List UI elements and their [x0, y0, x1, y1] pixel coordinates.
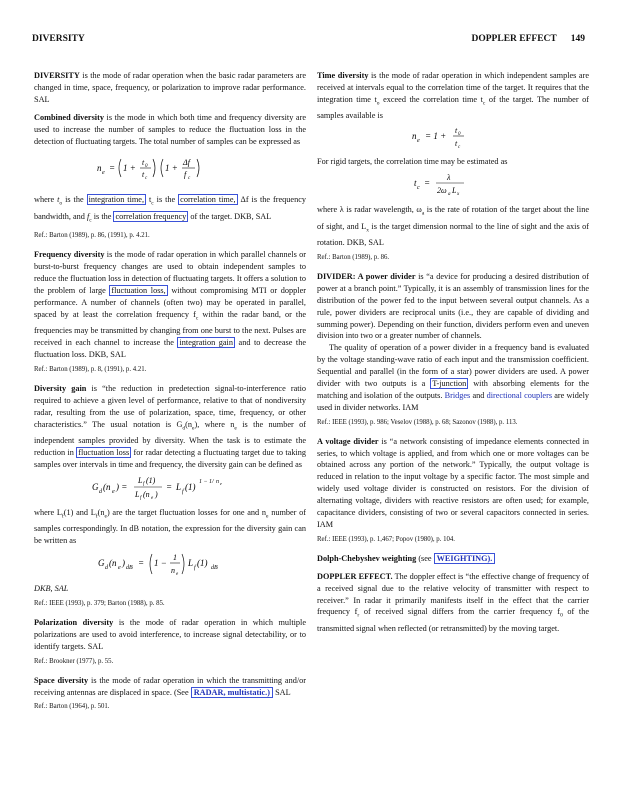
term-combined-diversity: Combined diversity: [34, 112, 104, 122]
svg-text:λ: λ: [447, 173, 451, 183]
svg-text:(n: (n: [103, 482, 111, 493]
link-fluctuation-loss[interactable]: fluctuation loss,: [111, 286, 166, 296]
term-doppler-effect: DOPPLER EFFECT.: [317, 571, 393, 581]
term-diversity: DIVERSITY: [34, 71, 80, 80]
entry-doppler-effect: DOPPLER EFFECT. The doppler effect is “the effective change of frequency of a received signal due to the relative velocity of transmitter with respect to receiver.” In radar it primarily manifests itself in the effect that the carrier frequency $f_r$ of received signal differs from the carrier frequency $f_0$ of the transmitted signal when reflected (or retransmitted) by the moving target.: [317, 571, 590, 633]
link-fluctuation-loss-2[interactable]: fluctuation loss: [78, 448, 130, 458]
entry-dolph-chebyshev: Dolph-Chebyshev weighting (see WEIGHTING).: [317, 553, 589, 565]
entry-diversity-gain: Diversity gain is “the reduction in predetection signal-to-interference ratio required to achieve a given level of performance, relative to that of nondiversity radar, resulting from the use of polarization, space, time, frequency, or other characteristics.” The usual notation is $G_d(n_e)$, where $n_e$ is the number of independent samples provided by diversity. When the task is to estimate the reduction in fluctuation loss for radar detecting a fluctuating target due to taking samples over intervals in time and frequency, the diversity gain can be defined as: [34, 384, 307, 470]
link-integration-time[interactable]: integration time,: [88, 195, 145, 205]
svg-text:0: 0: [145, 164, 148, 170]
ref-combined: Ref.: Barton (1989), p. 86, (1991), p. 4.21.: [34, 232, 150, 240]
svg-text:(1): (1): [185, 482, 196, 493]
svg-text:f: f: [143, 482, 145, 488]
svg-text:c: c: [145, 176, 148, 182]
link-correlation-frequency[interactable]: correlation frequency: [115, 211, 187, 221]
svg-text:t: t: [142, 170, 145, 180]
svg-text:e: e: [220, 481, 222, 487]
entry-polarization-diversity: Polarization diversity is the mode of radar operation in which multiple polarizations are used to avoid interference, to increase signal detectability, or to identify targets. SAL: [34, 618, 306, 651]
svg-text:1 +: 1 +: [123, 163, 136, 174]
svg-text:Δf: Δf: [183, 158, 190, 168]
svg-text:(1): (1): [197, 558, 208, 569]
svg-text:f: f: [184, 170, 187, 180]
running-header: [32, 34, 585, 48]
svg-text:e: e: [118, 565, 121, 572]
equation-gain-svg: [90, 473, 250, 501]
divider-quality: The quality of operation of a power divider in a frequency band is evaluated by the voltage standing-wave ratio of each input and the transmission coefficient. Sequential and parallel (in the form of a star) power dividers are used. A power divider with two outputs is a T-junction with absorbing elements for the matching and isolation of the outputs. Bridges and directional couplers are widely used in divider networks. IAM: [317, 343, 589, 412]
svg-text:) =: ) =: [116, 482, 128, 493]
svg-text:n: n: [412, 131, 417, 142]
left-column: [34, 70, 306, 720]
svg-text:L: L: [135, 490, 140, 500]
ref-gain: Ref.: IEEE (1993), p. 379; Barton (1988), p. 85.: [34, 600, 165, 608]
svg-text:L: L: [176, 482, 182, 493]
link-integration-gain[interactable]: integration gain: [179, 338, 233, 348]
svg-text:e: e: [176, 572, 179, 578]
ref-polarization: Ref.: Brookner (1977), p. 55.: [34, 657, 114, 665]
svg-text:f: f: [140, 496, 142, 502]
svg-text:c: c: [188, 176, 191, 182]
entry-divider: DIVIDER: A power divider is “a device for producing a desired distribution of power at a branch point.” Typically, it is an assembly of transmission lines for the distribution of the power fed to the input between several output channels. As a rule, power dividers are reciprocal units (i.e., they are capable of dividing and summing power). Depending on their function, dividers perform even and uneven division into two or a greater number of channels.: [317, 271, 589, 341]
rigid-targets-text: For rigid targets, the correlation time may be estimated as: [317, 157, 508, 167]
link-bridges[interactable]: Bridges: [444, 390, 471, 400]
svg-text:0: 0: [458, 132, 461, 138]
svg-text:2ω: 2ω: [437, 186, 447, 196]
entry-space-diversity: Space diversity is the mode of radar operation in which the transmitting and/or receiving antennas are displaced in space. (See RADAR, multistatic.) SAL: [34, 675, 306, 697]
svg-text:1: 1: [173, 553, 177, 563]
gain-signature: DKB, SAL: [34, 584, 69, 594]
svg-text:G: G: [92, 482, 99, 493]
gain-where: where $L_f(1)$ and $L_f(n_e)$ are the target fluctuation losses for one and $n_e$ number of samples correspondingly. In dB notation, the expression for the diversity gain can be written as: [34, 507, 306, 546]
svg-text:L: L: [188, 558, 194, 569]
svg-text:= 1 +: = 1 +: [425, 131, 447, 142]
rigid-where: where λ is radar wavelength, $\omega_a$ is the rate of rotation of the target about the line of sight, and $L_x$ is the target dimension normal to the line of sight and the axis of rotation. DKB, SAL: [317, 204, 590, 248]
page-number: 149: [570, 34, 585, 44]
term-voltage-divider: A voltage divider: [317, 436, 379, 446]
term-divider: DIVIDER: A power divider: [317, 271, 416, 281]
link-t-junction[interactable]: T-junction: [432, 379, 467, 389]
right-column: [317, 70, 589, 641]
equation-time-svg: [408, 124, 498, 150]
svg-text:=: =: [424, 178, 431, 189]
svg-text:e: e: [102, 170, 105, 177]
equation-combined-svg: [95, 153, 245, 183]
term-diversity-gain: Diversity gain: [34, 384, 87, 394]
svg-text:): ): [122, 558, 125, 569]
term-polarization-diversity: Polarization diversity: [34, 618, 114, 628]
ref-voltage: Ref.: IEEE (1993), p. 1,467; Popov (1980), p. 104.: [317, 535, 455, 543]
svg-text:a: a: [448, 192, 451, 198]
header-section: DOPPLER EFFECT: [471, 34, 557, 44]
ref-space: Ref.: Barton (1964), p. 501.: [34, 703, 110, 711]
svg-text:c: c: [458, 145, 461, 151]
entry-diversity: DIVERSITY is the mode of radar operation when the basic radar parameters are changed in time, space, frequency, or polarization to improve radar performance. SAL: [34, 71, 306, 104]
svg-text:1 − 1/: 1 − 1/: [199, 479, 214, 486]
equation-combined: [34, 153, 306, 187]
svg-text:G: G: [98, 558, 105, 569]
svg-text:f: f: [182, 489, 184, 496]
svg-text:(n: (n: [143, 490, 150, 500]
svg-text:n: n: [97, 163, 102, 174]
svg-text:L: L: [138, 476, 143, 486]
svg-text:1 +: 1 +: [165, 163, 178, 174]
svg-text:dB: dB: [211, 565, 218, 572]
equation-time: [317, 124, 589, 154]
entry-combined-diversity: Combined diversity is the mode in which both time and frequency diversity are used to increase the number of samples to reduce the fluctuation loss in the detection of fluctuating targets. The total number of samples can be expressed as: [34, 112, 306, 146]
svg-text:n: n: [171, 566, 175, 576]
term-dolph-chebyshev: Dolph-Chebyshev weighting: [317, 553, 417, 563]
svg-text:e: e: [112, 489, 115, 496]
ref-frequency: Ref.: Barton (1989), p. 8, (1991), p. 4.21.: [34, 366, 147, 374]
svg-text:f: f: [194, 565, 196, 572]
svg-text:t: t: [455, 126, 458, 136]
svg-text:n: n: [216, 479, 219, 486]
link-correlation-time[interactable]: correlation time,: [180, 195, 236, 205]
svg-text:c: c: [417, 185, 420, 192]
svg-text:t: t: [414, 178, 417, 189]
equation-gain: [34, 473, 306, 505]
link-weighting[interactable]: WEIGHTING).: [434, 553, 496, 564]
svg-text:t: t: [142, 158, 145, 168]
svg-text:d: d: [105, 565, 108, 572]
combined-where: where $t_o$ is the integration time, $t_c$ is the correlation time, Δf is the frequency bandwidth, and $f_c$ is the correlation frequency of the target. DKB, SAL: [34, 195, 306, 224]
svg-text:): ): [155, 490, 158, 500]
header-right: [472, 34, 586, 44]
svg-text:t: t: [455, 139, 458, 149]
term-time-diversity: Time diversity: [317, 71, 369, 80]
term-space-diversity: Space diversity: [34, 675, 89, 685]
equation-gain-db: [34, 549, 306, 581]
link-radar-multistatic[interactable]: RADAR, multistatic.): [191, 687, 273, 698]
link-directional-couplers[interactable]: directional couplers: [486, 390, 553, 400]
svg-text:L: L: [452, 186, 457, 196]
svg-text:e: e: [151, 496, 154, 502]
svg-text:e: e: [417, 138, 420, 145]
ref-time: Ref.: Barton (1989), p. 86.: [317, 253, 390, 261]
entry-time-diversity: Time diversity is the mode of radar operation in which independent samples are received at intervals equal to the correlation time of the target. It requires that the integration time $t_o$ exceed the correlation time $t_c$ of the target. The number of samples available is: [317, 71, 589, 121]
equation-rigid-svg: [408, 170, 498, 198]
svg-text:x: x: [457, 192, 460, 198]
ref-divider: Ref.: IEEE (1993), p. 986; Veselov (1988), p. 68; Sazonov (1988), p. 113.: [317, 418, 518, 426]
svg-text:(n: (n: [109, 558, 117, 569]
svg-text:=: =: [109, 163, 116, 174]
term-frequency-diversity: Frequency diversity: [34, 250, 105, 260]
svg-text:d: d: [99, 489, 102, 496]
svg-text:1 −: 1 −: [154, 558, 167, 569]
entry-frequency-diversity: Frequency diversity is the mode of radar operation in which parallel channels or burst-to-burst frequency changes are used to obtain independent samples to reduce the fluctuation loss in detection of fluctuating targets. It offers a solution to the problem of large fluctuation loss, without compromising MTI or doppler performance. A number of channels (often two) may be operated in parallel, spaced by at least the correlation frequency $f_c$ within the radar band, or the frequencies may be transmitted by changing from one burst to the next. Pulses are received in each channel to increase the integration gain and to decrease the fluctuation loss. DKB, SAL: [34, 250, 306, 360]
svg-text:(1): (1): [146, 476, 156, 486]
svg-text:=: =: [138, 558, 145, 569]
header-left: DIVERSITY: [32, 34, 85, 44]
equation-gain-db-svg: [90, 549, 250, 577]
equation-rigid: [317, 170, 589, 202]
svg-text:dB: dB: [126, 565, 133, 572]
entry-voltage-divider: A voltage divider is “a network consisting of impedance elements connected in series, to which voltage is applied, and from which one or more voltages can be obtained across any portion of the network.” Typically, the output voltage is reduced in relation to the input voltage by a specific factor. The most simple and widely used voltage divider is constructed on resistors. For the division of alternating voltage, dividers with reactive resistors are often used; for example, capacitance dividers, consisting of two or several capacitors connected in series. IAM: [317, 436, 589, 530]
svg-text:=: =: [166, 482, 173, 493]
